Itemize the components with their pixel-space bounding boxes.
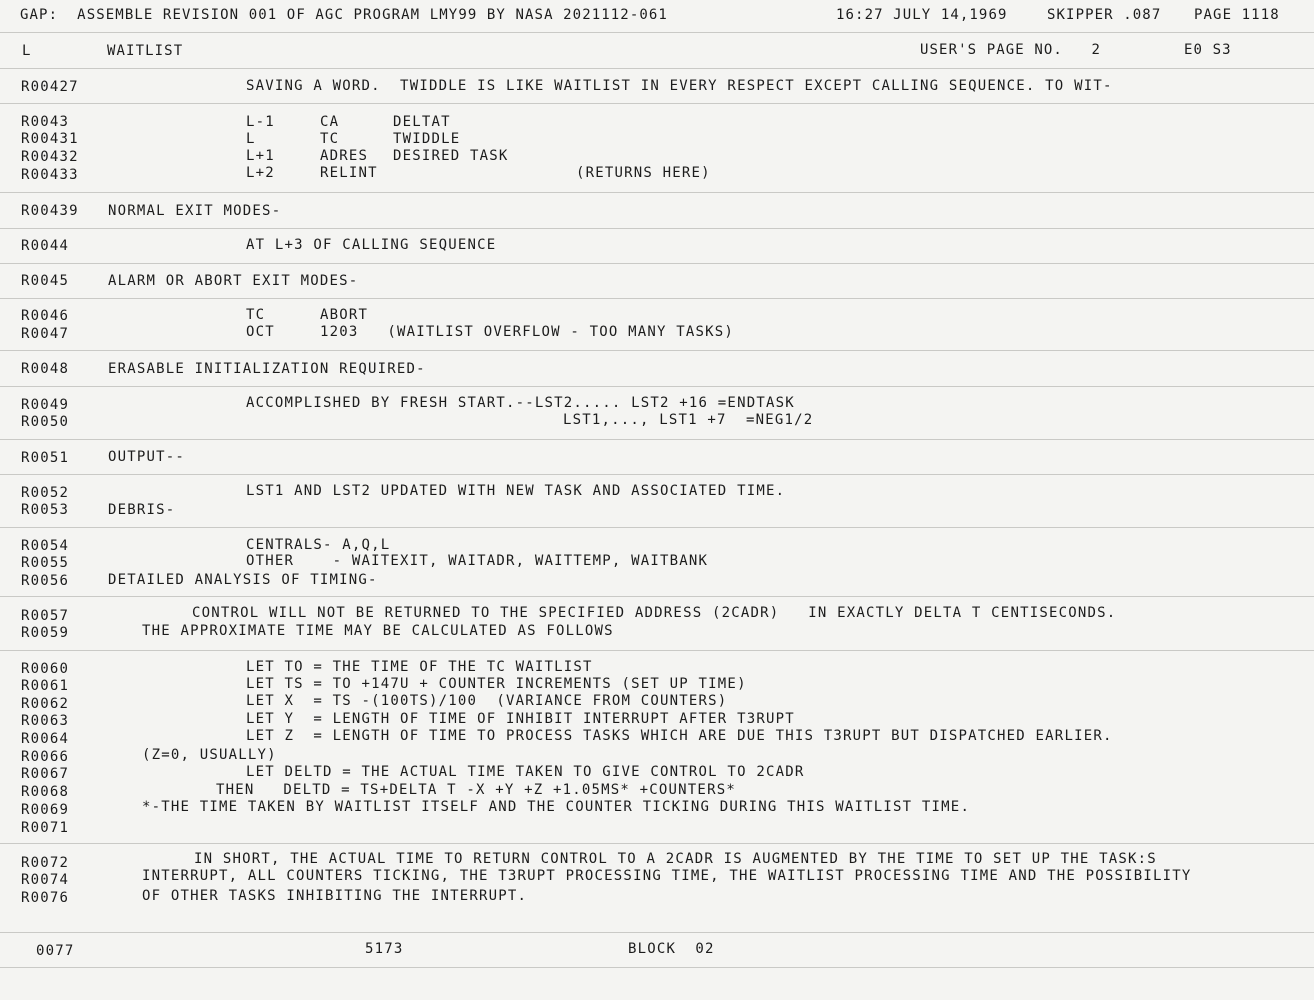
comment-text: LET TO = THE TIME OF THE TC WAITLIST: [246, 659, 593, 675]
footer-address: 5173: [365, 941, 404, 957]
comment-text: CENTRALS- A,Q,L: [246, 537, 391, 553]
section-heading: DETAILED ANALYSIS OF TIMING-: [108, 572, 378, 588]
line-number: R0067: [21, 766, 70, 782]
comment-text: CONTROL WILL NOT BE RETURNED TO THE SPECIFIED ADDRESS (2CADR) IN EXACTLY DELTA T CENTISECONDS.: [192, 605, 1117, 621]
line-number: R0054: [21, 538, 70, 554]
listing-title: GAP: ASSEMBLE REVISION 001 OF AGC PROGRAM LMY99 BY NASA 2021112-061: [20, 7, 668, 23]
section-title: WAITLIST: [107, 43, 184, 59]
paper-rule: [0, 386, 1314, 387]
code-operand: TWIDDLE: [393, 131, 461, 147]
paper-rule: [0, 298, 1314, 299]
line-number: R0049: [21, 397, 70, 413]
line-number: R0057: [21, 608, 70, 624]
line-number: R0062: [21, 696, 70, 712]
line-number: R0074: [21, 872, 70, 888]
paper-rule: [0, 932, 1314, 933]
code-label: L-1: [246, 114, 275, 130]
line-number: R0045: [21, 273, 70, 289]
line-number: R0055: [21, 555, 70, 571]
line-number: R0060: [21, 661, 70, 677]
section-heading: ERASABLE INITIALIZATION REQUIRED-: [108, 361, 426, 377]
paper-rule: [0, 68, 1314, 69]
paper-rule: [0, 228, 1314, 229]
comment-text: LET X = TS -(100TS)/100 (VARIANCE FROM COUNTERS): [246, 693, 728, 709]
line-number: R0052: [21, 485, 70, 501]
code-opcode: TC: [320, 131, 340, 147]
line-number: R0050: [21, 414, 70, 430]
column-l: L: [22, 43, 32, 59]
comment-text: LET Z = LENGTH OF TIME TO PROCESS TASKS WHICH ARE DUE THIS T3RUPT BUT DISPATCHED EARLIER.: [246, 728, 1113, 744]
line-number: R0068: [21, 784, 70, 800]
line-number: R0046: [21, 308, 70, 324]
comment-text: ACCOMPLISHED BY FRESH START.--LST2..... LST2 +16 =ENDTASK: [246, 395, 795, 411]
paper-rule: [0, 263, 1314, 264]
comment-text: IN SHORT, THE ACTUAL TIME TO RETURN CONTROL TO A 2CADR IS AUGMENTED BY THE TIME TO SET UP THE TASK:S: [194, 851, 1157, 867]
comment-text: OF OTHER TASKS INHIBITING THE INTERRUPT.: [142, 888, 528, 904]
line-number: R0064: [21, 731, 70, 747]
code-operand: (RETURNS HERE): [393, 165, 711, 181]
paper-rule: [0, 596, 1314, 597]
comment-text: LET DELTD = THE ACTUAL TIME TAKEN TO GIVE CONTROL TO 2CADR: [246, 764, 805, 780]
comment-text: LET TS = TO +147U + COUNTER INCREMENTS (SET UP TIME): [246, 676, 747, 692]
code-opcode: OCT: [246, 324, 275, 340]
paper-rule: [0, 967, 1314, 968]
user-id: SKIPPER .087: [1047, 7, 1162, 23]
paper-rule: [0, 103, 1314, 104]
line-number: R0048: [21, 361, 70, 377]
comment-text: SAVING A WORD. TWIDDLE IS LIKE WAITLIST IN EVERY RESPECT EXCEPT CALLING SEQUENCE. TO WIT-: [246, 78, 1113, 94]
code-label: L+2: [246, 165, 275, 181]
paper-rule: [0, 32, 1314, 33]
line-number: R0043: [21, 114, 70, 130]
timestamp: 16:27 JULY 14,1969: [836, 7, 1008, 23]
line-number: R0069: [21, 802, 70, 818]
line-number: R00432: [21, 149, 79, 165]
code-operand: DELTAT: [393, 114, 451, 130]
section-heading: DEBRIS-: [108, 502, 176, 518]
code-opcode: RELINT: [320, 165, 378, 181]
line-number: R0061: [21, 678, 70, 694]
paper-rule: [0, 474, 1314, 475]
comment-text: LST1 AND LST2 UPDATED WITH NEW TASK AND ASSOCIATED TIME.: [246, 483, 786, 499]
line-number: R0072: [21, 855, 70, 871]
code-label: L: [246, 131, 256, 147]
footer-line-count: 0077: [36, 943, 75, 959]
code-operand: ABORT: [320, 307, 369, 323]
section-heading: OUTPUT--: [108, 449, 186, 465]
line-number: R0076: [21, 890, 70, 906]
comment-text: OTHER - WAITEXIT, WAITADR, WAITTEMP, WAITBANK: [246, 553, 709, 569]
paper-rule: [0, 439, 1314, 440]
line-number: R0044: [21, 238, 70, 254]
code-opcode: TC: [246, 307, 266, 323]
section-heading: ALARM OR ABORT EXIT MODES-: [108, 273, 359, 289]
paper-rule: [0, 192, 1314, 193]
code-label: L+1: [246, 148, 275, 164]
line-number: R0047: [21, 326, 70, 342]
comment-text: *-THE TIME TAKEN BY WAITLIST ITSELF AND THE COUNTER TICKING DURING THIS WAITLIST TIME.: [142, 799, 971, 815]
paper-rule: [0, 650, 1314, 651]
paper-rule: [0, 843, 1314, 844]
comment-text: INTERRUPT, ALL COUNTERS TICKING, THE T3RUPT PROCESSING TIME, THE WAITLIST PROCESSING TIME AND THE POSSIBILITY: [142, 868, 1192, 884]
line-number: R0071: [21, 820, 70, 836]
comment-text: LET Y = LENGTH OF TIME OF INHIBIT INTERRUPT AFTER T3RUPT: [246, 711, 795, 727]
line-number: R0063: [21, 713, 70, 729]
line-number: R0066: [21, 749, 70, 765]
page-number: PAGE 1118: [1194, 7, 1280, 23]
paper-rule: [0, 527, 1314, 528]
line-number: R00439: [21, 203, 79, 219]
footer-block: BLOCK 02: [628, 941, 715, 957]
line-number: R0051: [21, 450, 70, 466]
line-number: R00433: [21, 167, 79, 183]
user-page-number: USER'S PAGE NO. 2: [920, 42, 1102, 58]
section-heading: NORMAL EXIT MODES-: [108, 203, 282, 219]
code-operand: 1203 (WAITLIST OVERFLOW - TOO MANY TASKS): [320, 324, 735, 340]
eo-code: E0 S3: [1184, 42, 1232, 58]
comment-text: THEN DELTD = TS+DELTA T -X +Y +Z +1.05MS* +COUNTERS*: [216, 782, 736, 798]
paper-rule: [0, 350, 1314, 351]
comment-text: THE APPROXIMATE TIME MAY BE CALCULATED AS FOLLOWS: [142, 623, 614, 639]
line-number: R0059: [21, 625, 70, 641]
line-number: R0056: [21, 573, 70, 589]
comment-text: (Z=0, USUALLY): [142, 747, 277, 763]
line-number: R00427: [21, 79, 79, 95]
line-number: R00431: [21, 131, 79, 147]
comment-text: AT L+3 OF CALLING SEQUENCE: [246, 237, 497, 253]
code-operand: DESIRED TASK: [393, 148, 509, 164]
code-opcode: CA: [320, 114, 340, 130]
comment-text: LST1,..., LST1 +7 =NEG1/2: [563, 412, 814, 428]
code-opcode: ADRES: [320, 148, 369, 164]
line-number: R0053: [21, 502, 70, 518]
